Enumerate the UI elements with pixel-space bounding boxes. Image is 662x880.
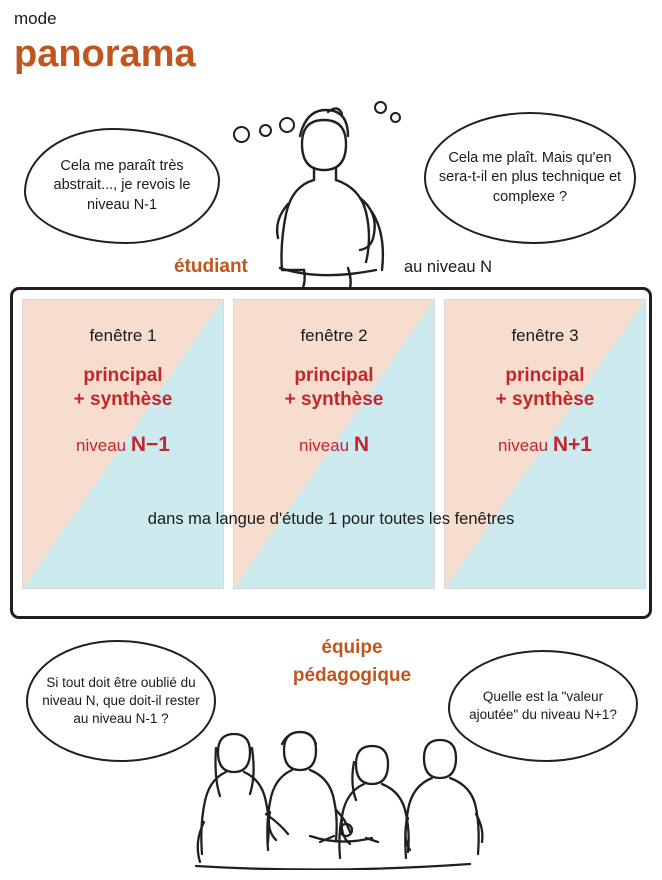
- window-level-value: N+1: [552, 432, 592, 456]
- thought-dot-icon: [390, 112, 401, 123]
- window-main-line1: principal: [294, 365, 374, 386]
- window-main-label: [23, 364, 223, 413]
- student-caption-row: [0, 256, 662, 282]
- thought-dot-icon: [374, 101, 387, 114]
- bubble-text: Si tout doit être oublié du niveau N, que doit-il rester au niveau N-1 ?: [42, 675, 200, 726]
- window-main-line2: + synthèse: [284, 389, 384, 411]
- window-level: [234, 433, 434, 457]
- student-level-note: au niveau N: [404, 258, 493, 276]
- mode-label: mode: [14, 9, 57, 28]
- thought-dot-icon: [233, 126, 250, 143]
- window-level-value: N−1: [130, 432, 170, 456]
- team-caption-line1: équipe: [321, 637, 383, 658]
- team-caption-line2: pédagogique: [292, 664, 412, 686]
- window-level: [23, 433, 223, 457]
- window-title: fenêtre 2: [300, 326, 368, 345]
- student-thought-bubble-left: [24, 128, 220, 244]
- window-3[interactable]: [444, 299, 646, 589]
- window-1[interactable]: [22, 299, 224, 589]
- window-main-line1: principal: [83, 365, 163, 386]
- window-level-value: N: [353, 432, 369, 456]
- window-title: fenêtre 1: [89, 326, 157, 345]
- window-main-line1: principal: [505, 365, 585, 386]
- panel-footer-note: dans ma langue d'étude 1 pour toutes les fenêtres: [147, 510, 515, 528]
- window-main-label: [445, 364, 645, 413]
- windows-row: [22, 299, 646, 589]
- bubble-text: Cela me paraît très abstrait..., je revois le niveau N-1: [53, 158, 191, 213]
- window-title: fenêtre 3: [511, 326, 579, 345]
- window-level-prefix: niveau: [498, 435, 553, 455]
- bubble-text: Quelle est la "valeur ajoutée" du niveau N+1?: [469, 689, 617, 722]
- thought-dot-icon: [259, 124, 272, 137]
- team-caption: [262, 634, 442, 689]
- student-caption: étudiant: [174, 256, 248, 277]
- windows-panel: [10, 287, 652, 619]
- team-illustration: [160, 718, 500, 875]
- student-thought-bubble-right: [424, 112, 636, 244]
- page-title: panorama: [14, 32, 196, 75]
- page-header: [14, 10, 514, 75]
- window-level: [445, 433, 645, 457]
- window-main-line2: + synthèse: [495, 389, 595, 411]
- window-level-prefix: niveau: [299, 435, 354, 455]
- window-2[interactable]: [233, 299, 435, 589]
- window-main-label: [234, 364, 434, 413]
- window-main-line2: + synthèse: [73, 389, 173, 411]
- thought-dot-icon: [279, 117, 295, 133]
- window-level-prefix: niveau: [76, 435, 131, 455]
- bubble-text: Cela me plaît. Mais qu'en sera-t-il en plus technique et complexe ?: [438, 150, 622, 205]
